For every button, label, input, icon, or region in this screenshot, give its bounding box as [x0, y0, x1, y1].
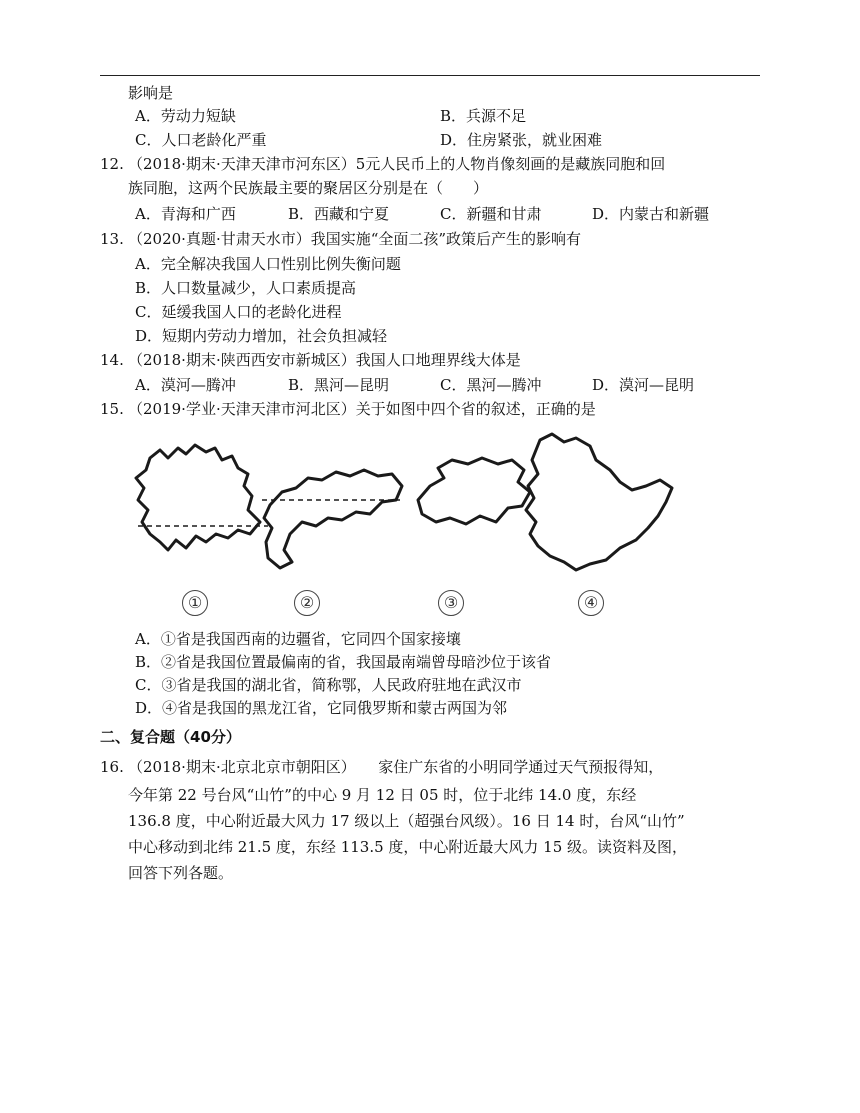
header-rule [100, 75, 760, 76]
q11-option-c[interactable]: C．人口老龄化严重 [135, 131, 267, 149]
map-label-2: ② [294, 590, 320, 616]
q16-stem-line2: 今年第 22 号台风“山竹”的中心 9 月 12 日 05 时，位于北纬 14.0 度，东经 [128, 786, 637, 804]
q11-option-a[interactable]: A．劳动力短缺 [135, 107, 236, 125]
q12-number: 12. [100, 155, 124, 173]
q14-option-b[interactable]: B．黑河—昆明 [288, 376, 390, 394]
q15-number: 15. [100, 400, 124, 418]
q15-stem: （2019·学业·天津天津市河北区）关于如图中四个省的叙述，正确的是 [128, 400, 596, 418]
q13-number: 13. [100, 230, 124, 248]
province-outline-3 [418, 458, 530, 524]
q12-stem-line2: 族同胞，这两个民族最主要的聚居区分别是在（ ） [128, 179, 489, 197]
province-outline-2 [264, 470, 402, 568]
q13-stem: （2020·真题·甘肃天水市）我国实施“全面二孩”政策后产生的影响有 [128, 230, 582, 248]
q13-option-a[interactable]: A．完全解决我国人口性别比例失衡问题 [135, 255, 401, 273]
q12-option-d[interactable]: D．内蒙古和新疆 [592, 205, 710, 223]
q15-option-b[interactable]: B．②省是我国位置最偏南的省，我国最南端曾母暗沙位于该省 [135, 653, 552, 671]
map-label-4: ④ [578, 590, 604, 616]
q12-stem-line1: （2018·期末·天津天津市河东区）5元人民币上的人物肖像刻画的是藏族同胞和回 [128, 155, 666, 173]
q15-option-c[interactable]: C．③省是我国的湖北省，简称鄂，人民政府驻地在武汉市 [135, 676, 522, 694]
q16-stem-line4: 中心移动到北纬 21.5 度，东经 113.5 度，中心附近最大风力 15 级。读资料及图， [128, 838, 688, 856]
province-outline-1 [136, 445, 260, 550]
q14-stem: （2018·期末·陕西西安市新城区）我国人口地理界线大体是 [128, 351, 521, 369]
q16-number: 16. [100, 758, 124, 776]
q14-number: 14. [100, 351, 124, 369]
q14-option-a[interactable]: A．漠河—腾冲 [135, 376, 236, 394]
province-outline-4 [526, 434, 672, 570]
q12-option-c[interactable]: C．新疆和甘肃 [440, 205, 542, 223]
q15-option-d[interactable]: D．④省是我国的黑龙江省，它同俄罗斯和蒙古两国为邻 [135, 699, 508, 717]
province-maps-figure [120, 430, 690, 580]
q11-option-b[interactable]: B．兵源不足 [440, 107, 527, 125]
q12-option-b[interactable]: B．西藏和宁夏 [288, 205, 390, 223]
q16-stem-line3: 136.8 度，中心附近最大风力 17 级以上（超强台风级）。16 日 14 时，台风“山竹” [128, 812, 685, 830]
q12-option-a[interactable]: A．青海和广西 [135, 205, 236, 223]
q14-option-c[interactable]: C．黑河—腾冲 [440, 376, 542, 394]
map-label-1: ① [182, 590, 208, 616]
map-label-3: ③ [438, 590, 464, 616]
q15-option-a[interactable]: A．①省是我国西南的边疆省，它同四个国家接壤 [135, 630, 461, 648]
q16-stem-line1: （2018·期末·北京北京市朝阳区） 家住广东省的小明同学通过天气预报得知， [128, 758, 664, 776]
q14-option-d[interactable]: D．漠河—昆明 [592, 376, 695, 394]
q13-option-c[interactable]: C．延缓我国人口的老龄化进程 [135, 303, 342, 321]
q16-stem-line5: 回答下列各题。 [128, 864, 234, 882]
q11-option-d[interactable]: D．住房紧张，就业困难 [440, 131, 603, 149]
section-2-heading: 二、复合题（40分） [100, 728, 241, 746]
q11-fragment: 影响是 [128, 84, 174, 102]
q13-option-b[interactable]: B．人口数量减少，人口素质提高 [135, 279, 357, 297]
q13-option-d[interactable]: D．短期内劳动力增加，社会负担减轻 [135, 327, 388, 345]
